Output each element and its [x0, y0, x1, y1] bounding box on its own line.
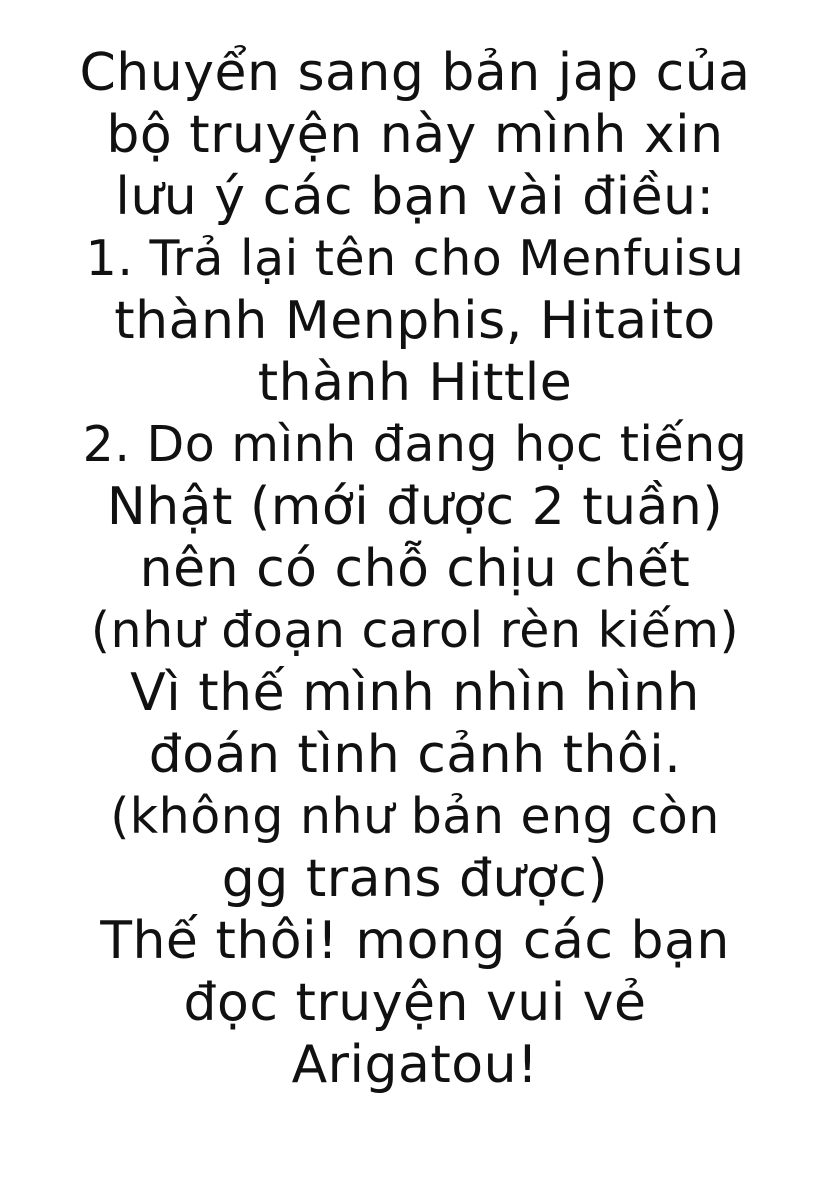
- note-line: đoán tình cảnh thôi.: [148, 725, 682, 785]
- note-line: 1. Trả lại tên cho Menfuisu: [85, 230, 745, 287]
- note-line: lưu ý các bạn vài điều:: [115, 167, 715, 227]
- note-line: (như đoạn carol rèn kiếm): [90, 602, 740, 659]
- note-line: 2. Do mình đang học tiếng: [82, 416, 748, 473]
- note-line: Chuyển sang bản jap của: [79, 43, 751, 103]
- note-line: Thế thôi! mong các bạn: [100, 911, 730, 971]
- note-line: Arigatou!: [291, 1035, 539, 1095]
- note-line: bộ truyện này mình xin: [106, 105, 724, 165]
- note-line: đọc truyện vui vẻ: [183, 973, 647, 1033]
- note-line: nên có chỗ chịu chết: [139, 539, 691, 599]
- note-line: Nhật (mới được 2 tuần): [106, 477, 724, 537]
- note-line: thành Menphis, Hitaito: [114, 291, 716, 351]
- note-line: thành Hittle: [257, 353, 573, 413]
- note-line: Vì thế mình nhìn hình: [130, 663, 700, 723]
- note-line: (không như bản eng còn: [110, 788, 720, 845]
- translator-note-text: [20, 42, 810, 1096]
- note-line: gg trans được): [221, 849, 609, 909]
